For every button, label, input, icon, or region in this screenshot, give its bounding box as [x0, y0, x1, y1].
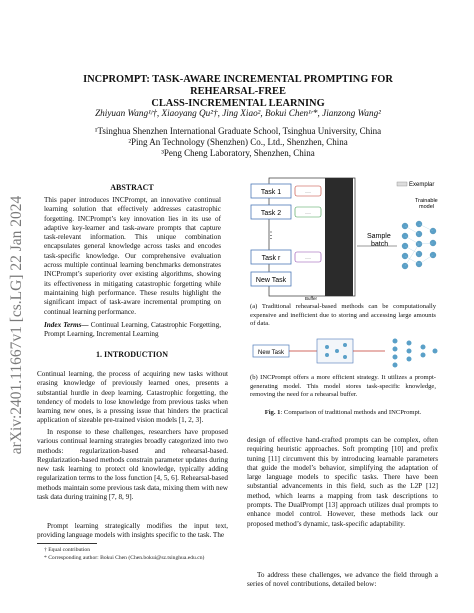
affiliation-2: ²Ping An Technology (Shenzhen) Co., Ltd., Shenzhen, China [128, 137, 348, 147]
index-terms-label: Index Terms— [44, 321, 89, 329]
legend-exemplar: Exemplar [409, 182, 435, 188]
footnote-rule [37, 543, 97, 544]
arxiv-id: arXiv:2401.11667v1 [cs.LG] 22 Jan 2024 [8, 195, 25, 455]
fig-caption-text: : Comparison of traditional methods and INCPrompt. [280, 409, 422, 416]
index-terms [44, 321, 221, 340]
task-2-label: Task 2 [260, 210, 282, 217]
task-ellipsis: ⋮ [266, 230, 276, 240]
intro-paragraph-3: Prompt learning strategically modifies the input text, providing language models with insights specific to the task. The [37, 522, 228, 540]
caption-b: (b) INCPrompt offers a more efficient strategy. It utilizes a prompt-generating model. This model stores task-specific knowledge, removing the need for a rehearsal buffer. [250, 374, 436, 398]
exemplar-rows [295, 186, 321, 262]
legend-trainable: Trainable model [415, 198, 438, 210]
abstract-text: This paper introduces INCPrompt, an innovative continual learning solution that effectively addresses catastrophic forgetting. INCPrompt’s key innovation lies in its use of adaptive key-learner and task-aware prompts that capture task-relevant information. This unique combination encapsulates general knowledge across tasks and encodes task-specific knowledge. Our comprehensive evaluation across multiple continual learning benchmarks demonstrates INCPrompt’s superiority over existing algorithms, showing its effectiveness in mitigating catastrophic forgetting while maintaining high performance. These results highlight the significant impact of task-aware incremental prompting on continual learning performance. [44, 196, 221, 316]
svg-text:···: ··· [305, 256, 311, 262]
b-network-graphic [393, 339, 438, 368]
b-new-task-label: New Task [258, 350, 284, 356]
network-graphic [402, 221, 436, 269]
intro-heading: 1. INTRODUCTION [95, 350, 168, 359]
task-1-box [251, 184, 291, 198]
footnote-equal: † Equal contribution [44, 547, 90, 553]
intro-paragraph-2: In response to these challenges, researchers have proposed various continual learning strategies broadly categorized into two methods: regularization-based and rehearsal-based. Regularization-based methods constrain parameter updates during new task learning to protect old knowledge, typically adding regularization terms to the loss function [4, 5, 6]. Rehearsal-based methods maintain some previous task data, mixing them with new task data during training [7, 8, 9]. [37, 428, 228, 502]
task-1-label: Task 1 [260, 189, 282, 196]
paper-title [48, 74, 428, 110]
task-r-box [251, 250, 291, 264]
footnote-corresponding: * Corresponding author: Bokui Chen (Chen.bokui@sz.tsinghua.edu.cn) [44, 555, 205, 561]
title-line-2: CLASS-INCREMENTAL LEARNING [151, 98, 325, 109]
figure-1a-diagram [247, 176, 447, 301]
title-line-1: INCPROMPT: TASK-AWARE INCREMENTAL PROMPTING FOR REHEARSAL-FREE [83, 74, 393, 97]
exemplar-swatch [397, 182, 407, 186]
intro-paragraph-1: Continual learning, the process of acquiring new tasks without erasing knowledge of previously learned ones, presents a substantial hurdle in deep learning. Catastrophic forgetting, the tendency of models to lose knowledge from previous tasks when learning new ones, is a pressing issue that hinders the practical application of sizeable pre-trained vision models [1, 2, 3]. [37, 370, 228, 425]
right-paragraph-1: design of effective hand-crafted prompts can be complex, often requiring heuristic approaches. Soft prompting [10] and prefix tuning [11] circumvent this by introducing learnable parameters that guide the model’s behavior, simplifying the adaptation of large language models to specific tasks. There have been substantial advancements in this field, such as the L2P [12] method, which learns a mapping from task descriptions to prompts. The DualPrompt [13] approach utilizes dual prompts to enhance model control. However, these methods lack our proposed method’s dynamic, task-specific adaptability. [247, 436, 438, 528]
index-terms-text: Continual Learning, Catastrophic Forgetting, Prompt Learning, Incremental Learning [44, 321, 222, 339]
fig-label: Fig. 1 [264, 409, 281, 416]
svg-text:···: ··· [305, 211, 311, 217]
right-paragraph-2: To address these challenges, we advance the field through a series of novel contributions, detailed below: [247, 571, 438, 589]
new-task-label: New Task [255, 277, 287, 284]
buffer-label: Buffer [305, 296, 317, 301]
new-task-box [251, 272, 291, 286]
svg-text:···: ··· [305, 190, 311, 196]
buffer-column [325, 178, 353, 296]
sample-batch-line-1: Sample [367, 233, 391, 240]
figure-1b-diagram [247, 333, 447, 371]
task-r-label: Task r [261, 255, 281, 262]
arxiv-stamp [6, 150, 28, 500]
task-2-box [251, 205, 291, 219]
affiliation-1: ¹Tsinghua Shenzhen International Graduate School, Tsinghua University, China [94, 126, 382, 136]
sample-batch-line-2: batch [371, 241, 389, 248]
authors: Zhiyuan Wang¹ʲ†, Xiaoyang Qu²†, Jing Xiao², Bokui Chen¹ʳ*, Jianzong Wang² [95, 108, 381, 118]
caption-a: (a) Traditional rehearsal-based methods can be computationally expensive and inefficient due to storing and accessing large amounts of data. [250, 303, 436, 327]
affiliation-3: ³Peng Cheng Laboratory, Shenzhen, China [161, 148, 315, 158]
figure-1-caption [247, 409, 439, 418]
abstract-heading: ABSTRACT [110, 183, 154, 192]
